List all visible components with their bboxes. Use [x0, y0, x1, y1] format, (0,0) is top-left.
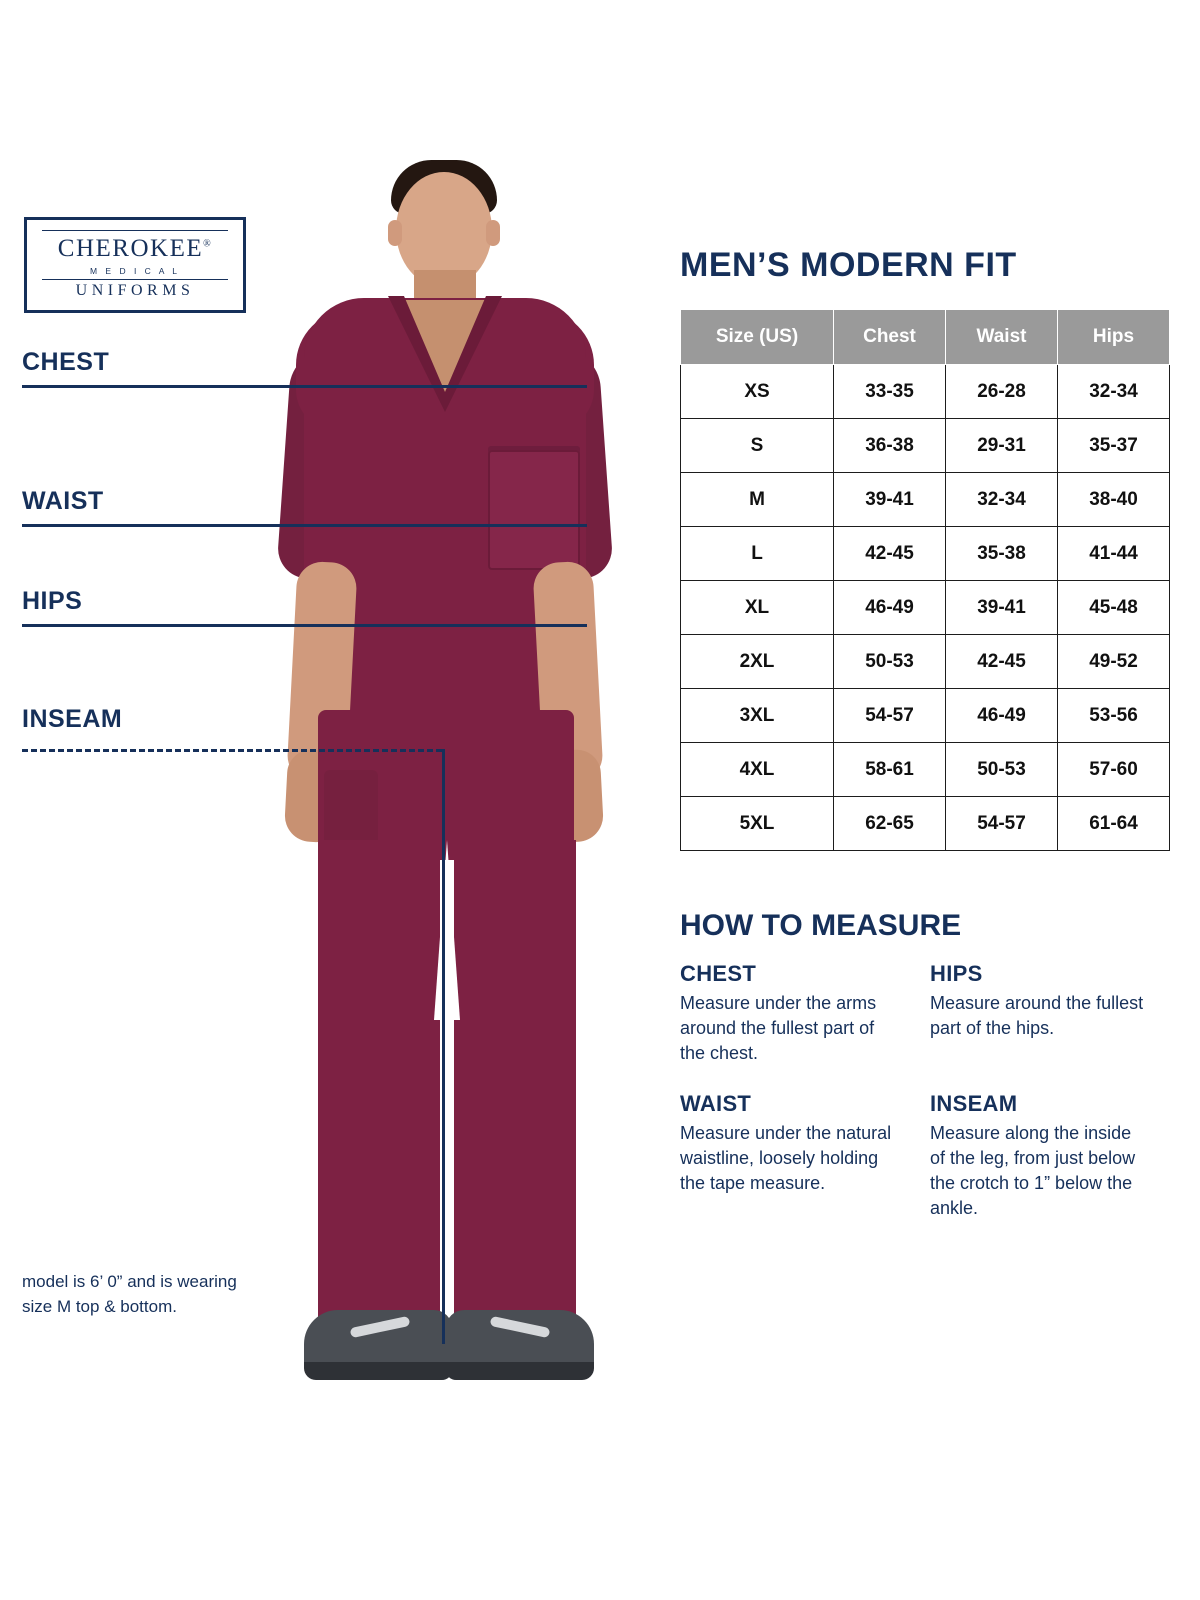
cell-chest: 39-41: [834, 473, 946, 527]
model-illustration: [200, 150, 700, 1400]
how-to-item-chest: [680, 961, 930, 1067]
column-header-hips: Hips: [1058, 310, 1170, 365]
cell-chest: 50-53: [834, 635, 946, 689]
table-row: [681, 419, 1170, 473]
how-to-label-hips: HIPS: [930, 961, 983, 986]
page-title: MEN’S MODERN FIT: [680, 246, 1017, 284]
cell-chest: 46-49: [834, 581, 946, 635]
callout-line-inseam-vertical: [442, 749, 445, 1344]
scrub-pants-leg-right: [454, 840, 576, 1340]
cell-size: 2XL: [681, 635, 834, 689]
cell-hips: 53-56: [1058, 689, 1170, 743]
cell-waist: 32-34: [946, 473, 1058, 527]
model-ear-right: [486, 220, 500, 246]
how-to-label-inseam: INSEAM: [930, 1090, 1018, 1116]
how-to-item-waist: [680, 1091, 930, 1222]
cell-waist: 54-57: [946, 797, 1058, 851]
callout-line-hips: [22, 624, 587, 627]
size-chart-table: [680, 309, 1170, 851]
model-shoe-sole-right: [446, 1362, 594, 1380]
callout-label-waist: WAIST: [22, 487, 104, 515]
cell-hips: 41-44: [1058, 527, 1170, 581]
table-row: [681, 365, 1170, 419]
callout-line-inseam-dashed: [22, 749, 442, 752]
table-header-row: [681, 310, 1170, 365]
cell-hips: 45-48: [1058, 581, 1170, 635]
brand-registered-mark: ®: [203, 238, 213, 250]
callout-line-waist: [22, 524, 587, 527]
cell-hips: 49-52: [1058, 635, 1170, 689]
cell-waist: 26-28: [946, 365, 1058, 419]
model-note: model is 6’ 0” and is wearing size M top & bottom.: [22, 1272, 237, 1316]
table-row: [681, 527, 1170, 581]
callout-label-hips: HIPS: [22, 587, 83, 615]
cell-size: S: [681, 419, 834, 473]
table-row: [681, 743, 1170, 797]
cell-chest: 36-38: [834, 419, 946, 473]
table-row: [681, 581, 1170, 635]
cell-waist: 35-38: [946, 527, 1058, 581]
cell-chest: 58-61: [834, 743, 946, 797]
right-column: [680, 246, 1170, 1221]
cell-size: 3XL: [681, 689, 834, 743]
column-header-waist: Waist: [946, 310, 1058, 365]
model-ear-left: [388, 220, 402, 246]
cell-waist: 46-49: [946, 689, 1058, 743]
column-header-size: Size (US): [681, 310, 834, 365]
how-to-label-waist: WAIST: [680, 1090, 752, 1116]
cell-size: 4XL: [681, 743, 834, 797]
cell-chest: 62-65: [834, 797, 946, 851]
how-to-text-hips: Measure around the fullest part of the hips.: [930, 993, 1144, 1039]
cell-hips: 32-34: [1058, 365, 1170, 419]
table-row: [681, 689, 1170, 743]
how-to-text-inseam: Measure along the inside of the leg, from just below the crotch to 1” below the ankle.: [930, 1122, 1136, 1219]
cell-waist: 39-41: [946, 581, 1058, 635]
cell-size: XS: [681, 365, 834, 419]
brand-subtitle-medical: M E D I C A L: [89, 266, 181, 277]
cell-waist: 50-53: [946, 743, 1058, 797]
how-to-text-chest: Measure under the arms around the fullest part of the chest.: [680, 993, 877, 1064]
table-row: [681, 635, 1170, 689]
brand-subtitle-uniforms: UNIFORMS: [75, 282, 195, 300]
cell-size: M: [681, 473, 834, 527]
cell-size: L: [681, 527, 834, 581]
cell-hips: 38-40: [1058, 473, 1170, 527]
how-to-label-chest: CHEST: [680, 961, 757, 986]
cell-size: XL: [681, 581, 834, 635]
cell-chest: 54-57: [834, 689, 946, 743]
how-to-measure-heading: HOW TO MEASURE: [680, 909, 962, 942]
table-row: [681, 797, 1170, 851]
callout-line-chest: [22, 385, 587, 388]
how-to-measure-grid: [680, 961, 1170, 1221]
cell-chest: 33-35: [834, 365, 946, 419]
callout-label-chest: CHEST: [22, 348, 110, 376]
cell-hips: 35-37: [1058, 419, 1170, 473]
cell-hips: 57-60: [1058, 743, 1170, 797]
model-shoe-sole-left: [304, 1362, 452, 1380]
table-row: [681, 473, 1170, 527]
cell-waist: 42-45: [946, 635, 1058, 689]
cell-chest: 42-45: [834, 527, 946, 581]
scrub-chest-pocket: [488, 450, 580, 570]
cell-size: 5XL: [681, 797, 834, 851]
column-header-chest: Chest: [834, 310, 946, 365]
brand-name-text: CHEROKEE: [57, 234, 204, 262]
cell-hips: 61-64: [1058, 797, 1170, 851]
cell-waist: 29-31: [946, 419, 1058, 473]
callout-label-inseam: INSEAM: [22, 705, 123, 733]
how-to-item-inseam: [930, 1091, 1170, 1222]
scrub-pants-leg-left: [318, 840, 440, 1340]
how-to-item-hips: [930, 961, 1170, 1067]
how-to-text-waist: Measure under the natural waistline, loosely holding the tape measure.: [680, 1122, 892, 1193]
